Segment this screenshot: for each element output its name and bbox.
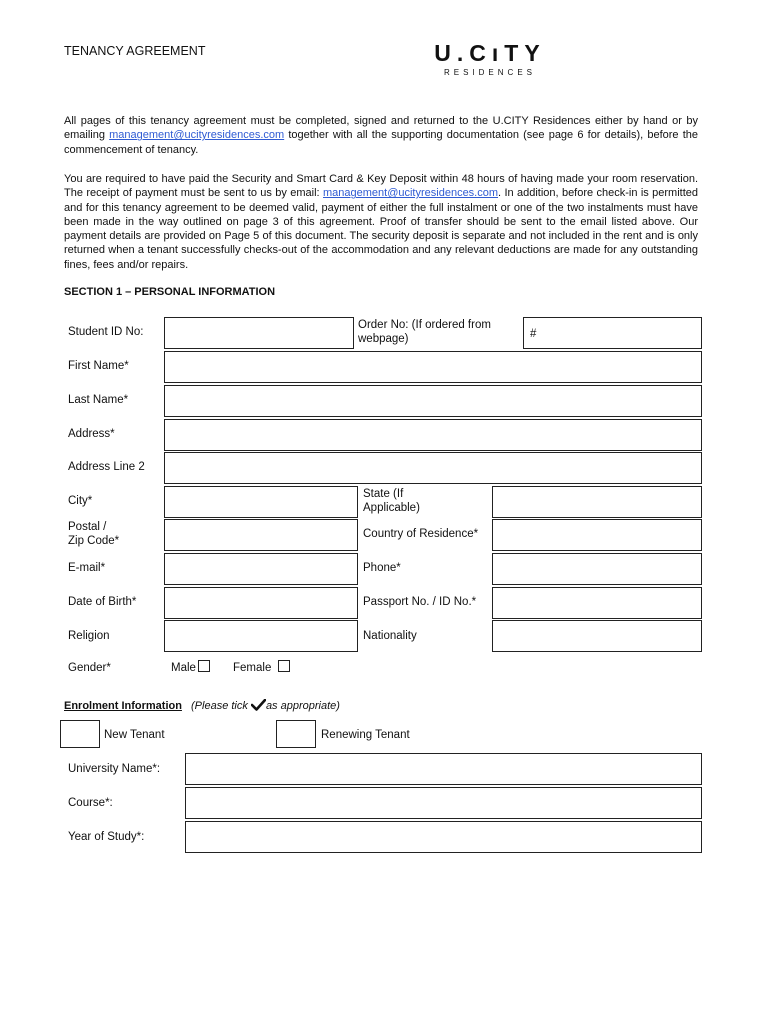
student-id-label: Student ID No:: [68, 326, 144, 338]
enrolment-note-text: as appropriate): [265, 700, 340, 712]
nationality-field[interactable]: [492, 620, 702, 652]
renewing-tenant-label: Renewing Tenant: [321, 729, 410, 741]
new-tenant-checkbox[interactable]: [60, 720, 100, 748]
country-field[interactable]: [492, 519, 702, 551]
female-checkbox[interactable]: [278, 660, 290, 672]
address-line-2-field[interactable]: [164, 452, 702, 484]
address-label: Address*: [68, 428, 115, 440]
order-no-field[interactable]: [523, 317, 702, 349]
religion-label: Religion: [68, 630, 110, 642]
order-no-label-line: Order No: (If ordered from: [358, 319, 491, 331]
phone-label: Phone*: [363, 562, 401, 574]
address-field[interactable]: [164, 419, 702, 451]
gender-female-option[interactable]: [233, 660, 290, 675]
postal-code-field[interactable]: [164, 519, 358, 551]
order-no-hash: #: [530, 328, 537, 340]
order-no-label: [358, 318, 491, 346]
last-name-label: Last Name*: [68, 394, 129, 406]
course-field[interactable]: [185, 787, 702, 819]
student-id-field[interactable]: [164, 317, 354, 349]
address-line-2-label: Address Line 2: [68, 461, 145, 473]
intro-paragraph-1: [64, 114, 698, 157]
male-label: Male: [171, 662, 196, 674]
email-link[interactable]: management@ucityresidences.com: [109, 129, 285, 142]
state-label-line: State (If: [363, 488, 404, 500]
year-of-study-field[interactable]: [185, 821, 702, 853]
renewing-tenant-checkbox[interactable]: [276, 720, 316, 748]
state-label-line: Applicable): [363, 502, 420, 514]
gender-label: Gender*: [68, 662, 111, 674]
religion-field[interactable]: [164, 620, 358, 652]
male-checkbox[interactable]: [198, 660, 210, 672]
state-label: [363, 487, 420, 515]
section-heading: SECTION 1 – PERSONAL INFORMATION: [64, 286, 276, 298]
year-of-study-label: Year of Study*:: [68, 831, 145, 843]
city-field[interactable]: [164, 486, 358, 518]
postal-code-label: [68, 520, 119, 548]
order-no-label-line: webpage): [358, 333, 409, 345]
document-title: TENANCY AGREEMENT: [64, 44, 206, 58]
first-name-label: First Name*: [68, 360, 129, 372]
state-field[interactable]: [492, 486, 702, 518]
intro-text: together with all the supporting documentation (see page 6 for details), before the commencement of tenancy.: [64, 129, 698, 156]
course-label: Course*:: [68, 797, 113, 809]
checkmark-icon: [251, 699, 266, 714]
ucity-logo: [402, 40, 578, 77]
intro-text: All pages of this tenancy agreement must be completed, signed and returned to the U.CITY Residences either by hand or by emailing: [64, 115, 698, 142]
enrolment-note: [191, 700, 340, 712]
email-label: E-mail*: [68, 562, 106, 574]
logo-wordmark: U.CıTY: [434, 40, 546, 66]
logo-subtitle: RESIDENCES: [443, 68, 536, 77]
email-link[interactable]: management@ucityresidences.com: [323, 187, 499, 200]
university-label: University Name*:: [68, 763, 161, 775]
first-name-field[interactable]: [164, 351, 702, 383]
intro-paragraph-2: [64, 172, 698, 272]
enrolment-note-text: (Please tick: [191, 700, 251, 712]
university-field[interactable]: [185, 753, 702, 785]
enrolment-heading: [64, 699, 340, 714]
gender-male-option[interactable]: [171, 660, 210, 675]
new-tenant-label: New Tenant: [104, 729, 165, 741]
intro-text: . In addition, before check-in is permitted and for this tenancy agreement to be deemed valid, payment of either the full instalment or one of the two instalments must have been made in the way outlined on page 3 of this agreement. Proof of transfer should be sent to the email listed above. Our payment details are provided on Page 5 of this document. The security deposit is separate and not included in the rent and is only returned when a tenant successfully checks-out of the accommodation and any relevant deductions are made for any outstanding fines, fees and/or repairs.: [64, 187, 698, 271]
intro-text: You are required to have paid the Security and Smart Card & Key Deposit within 48 hours of having made your room reservation. The receipt of payment must be sent to us by email:: [64, 173, 698, 200]
nationality-label: Nationality: [363, 630, 417, 642]
dob-label: Date of Birth*: [68, 596, 137, 608]
city-label: City*: [68, 495, 93, 507]
email-field[interactable]: [164, 553, 358, 585]
last-name-field[interactable]: [164, 385, 702, 417]
dob-field[interactable]: [164, 587, 358, 619]
postal-label-line: Postal /: [68, 521, 107, 533]
postal-label-line: Zip Code*: [68, 535, 120, 547]
phone-field[interactable]: [492, 553, 702, 585]
passport-field[interactable]: [492, 587, 702, 619]
enrolment-heading-text: Enrolment Information: [64, 700, 182, 712]
country-label: Country of Residence*: [363, 528, 479, 540]
female-label: Female: [233, 662, 272, 674]
passport-label: Passport No. / ID No.*: [363, 596, 477, 608]
